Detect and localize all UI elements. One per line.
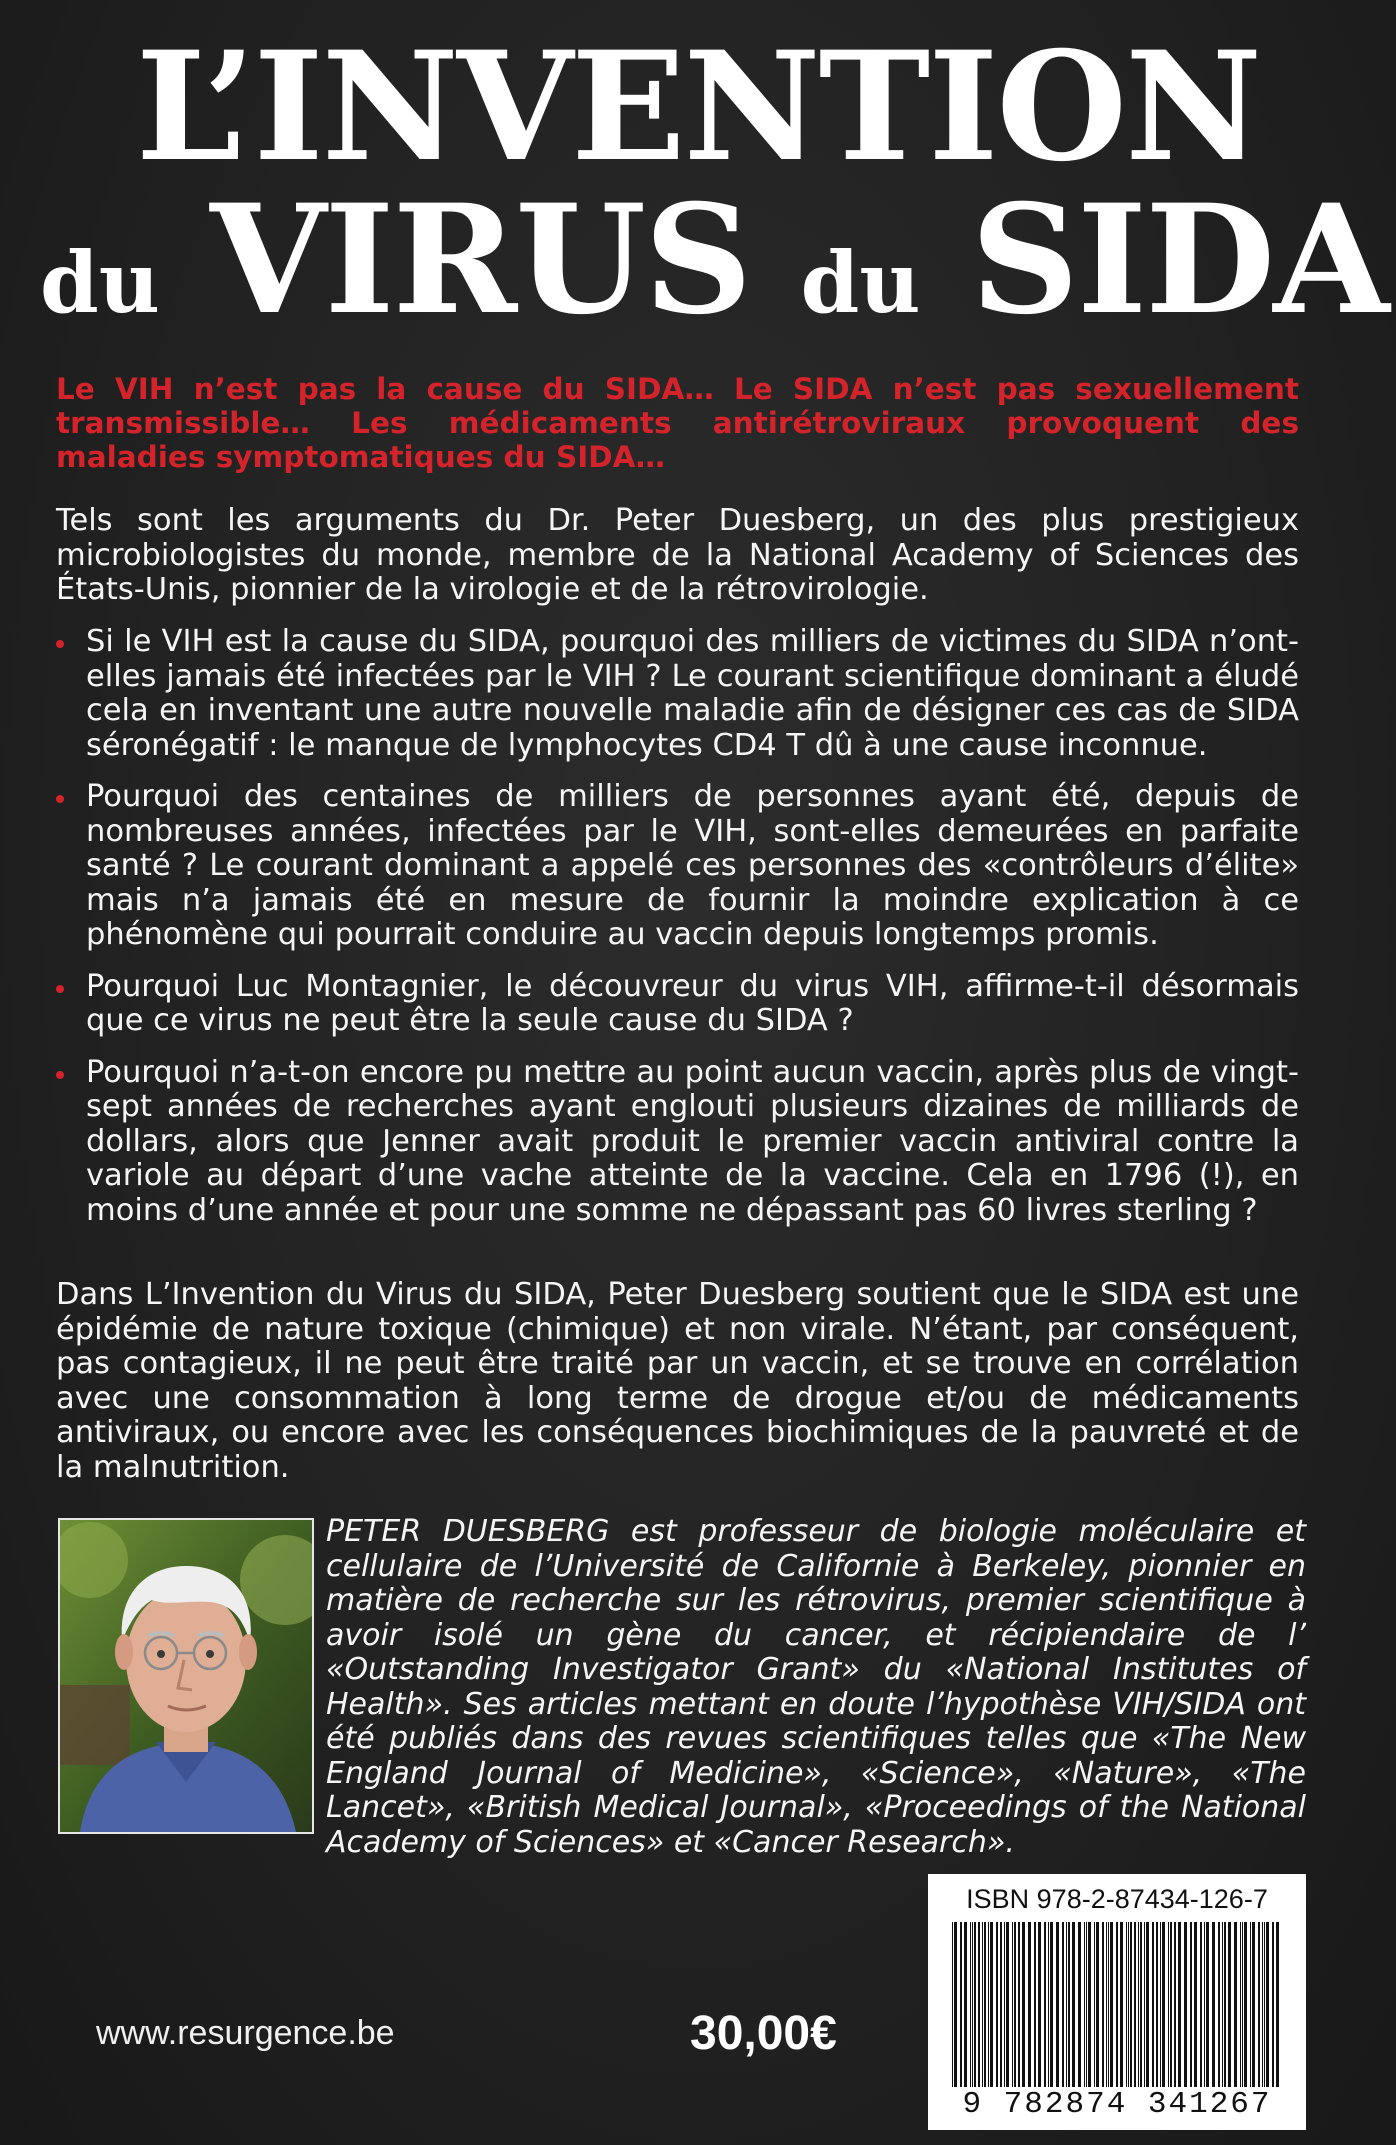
barcode-bar xyxy=(954,1922,957,2087)
barcode-bar xyxy=(1022,1922,1025,2087)
barcode-bar xyxy=(1160,1922,1161,2087)
publisher-website[interactable]: www.resurgence.be xyxy=(96,2014,395,2052)
barcode-bar xyxy=(1094,1922,1095,2087)
barcode-bars xyxy=(948,1922,1288,2087)
barcode-bar xyxy=(1066,1922,1067,2087)
barcode-bar xyxy=(1168,1922,1169,2087)
barcode-bar xyxy=(1174,1922,1176,2087)
barcode-bar xyxy=(978,1922,980,2087)
barcode-bar xyxy=(1276,1922,1279,2087)
barcode-bar xyxy=(988,1922,989,2087)
barcode-bar xyxy=(1194,1922,1197,2087)
barcode-bar xyxy=(1228,1922,1231,2087)
barcode-bar xyxy=(1138,1922,1139,2087)
isbn-label: ISBN 978-2-87434-126-7 xyxy=(966,1884,1268,1914)
barcode-bar xyxy=(1006,1922,1009,2087)
barcode-bar xyxy=(1200,1922,1202,2087)
barcode-bar xyxy=(1084,1922,1085,2087)
barcode-bar xyxy=(1264,1922,1265,2087)
barcode-bar xyxy=(1190,1922,1192,2087)
conclusion-paragraph: Dans L’Invention du Virus du SIDA, Peter Duesberg soutient que le SIDA est une épidémie de nature toxique (chimique) et non virale. N’étant, par conséquent, pas contagieux, il ne peut être traité par un vaccin, et se trouve en corrélation avec une consommation à long terme de drogue et/ou de médicaments antiviraux, ou encore avec les conséquences biochimiques de la pauvreté et de la malnutrition. xyxy=(56,1277,1299,1485)
barcode-bar xyxy=(984,1922,986,2087)
barcode-bar xyxy=(1004,1922,1005,2087)
barcode-bar xyxy=(1110,1922,1113,2087)
barcode-bar xyxy=(1162,1922,1165,2087)
price: 30,00€ xyxy=(690,2007,837,2060)
barcode-bar xyxy=(1252,1922,1255,2087)
barcode-bar xyxy=(1102,1922,1104,2087)
barcode-bar xyxy=(1000,1922,1002,2087)
barcode-bar xyxy=(1106,1922,1107,2087)
barcode-bar xyxy=(1204,1922,1205,2087)
title-du-2: du xyxy=(800,233,921,332)
title-du-1: du xyxy=(40,233,160,332)
barcode-bar xyxy=(1086,1922,1087,2087)
barcode-bar xyxy=(1048,1922,1049,2087)
barcode-bar xyxy=(1156,1922,1158,2087)
red-dot-icon xyxy=(56,795,64,803)
barcode-bar xyxy=(1096,1922,1099,2087)
barcode-bar xyxy=(1014,1922,1016,2087)
barcode-bar xyxy=(1072,1922,1075,2087)
isbn-barcode xyxy=(928,1874,1306,2130)
barcode-bar xyxy=(1134,1922,1136,2087)
list-item-text: Pourquoi des centaines de milliers de personnes ayant été, depuis de nombreuses années, infectées par le VIH, sont-elles demeurées en parfaite santé ? Le courant dominant a appelé ces personnes des «contrôleurs d’élite» mais n’a jamais été en mesure de fournir la moindre explication à ce phénomène qui pourrait conduire au vaccin depuis longtemps promis. xyxy=(86,779,1299,952)
barcode-bar xyxy=(1068,1922,1070,2087)
barcode-bar xyxy=(1062,1922,1064,2087)
barcode-bar xyxy=(1056,1922,1059,2087)
red-dot-icon xyxy=(56,985,64,993)
barcode-bar xyxy=(1088,1922,1091,2087)
title-sida: SIDA xyxy=(970,172,1388,348)
barcode-bar xyxy=(1178,1922,1181,2087)
author-portrait xyxy=(58,1518,314,1834)
title-line-1: L’INVENTION xyxy=(135,19,1261,195)
intro-paragraph: Tels sont les arguments du Dr. Peter Duesberg, un des plus prestigieux microbiologistes du monde, membre de la National Academy of Sciences des États-Unis, pionnier de la virologie et de la rétrovirologie. xyxy=(56,503,1299,607)
barcode-bar xyxy=(1244,1922,1247,2087)
barcode-bar xyxy=(1050,1922,1053,2087)
barcode-bar xyxy=(1250,1922,1251,2087)
barcode-bar xyxy=(1128,1922,1129,2087)
barcode-bar xyxy=(1184,1922,1187,2087)
barcode-bar xyxy=(1272,1922,1274,2087)
title-line-2 xyxy=(40,172,1388,363)
red-dot-icon xyxy=(56,1071,64,1079)
barcode-bar xyxy=(972,1922,973,2087)
barcode-bar xyxy=(1218,1922,1220,2087)
title-virus: VIRUS xyxy=(210,172,751,348)
barcode-bar xyxy=(1140,1922,1142,2087)
lead-statement: Le VIH n’est pas la cause du SIDA… Le SIDA n’est pas sexuellement transmissible… Les médicaments antirétroviraux provoquent des maladies symptomatiques du SIDA… xyxy=(56,372,1299,474)
list-item-text: Si le VIH est la cause du SIDA, pourquoi des milliers de victimes du SIDA n’ont-elles jamais été infectées par le VIH ? Le courant scientifique dominant a éludé cela en inventant une autre nouvelle maladie afin de désigner ces cas de SIDA séronégatif : le manque de lymphocytes CD4 T dû à une cause inconnue. xyxy=(86,624,1299,763)
barcode-digits: 9 782874 341267 xyxy=(934,2087,1300,2122)
barcode-bar xyxy=(990,1922,993,2087)
barcode-bar xyxy=(1018,1922,1020,2087)
barcode-bar xyxy=(960,1922,962,2087)
barcode-bar xyxy=(1078,1922,1081,2087)
author-bio: PETER DUESBERG est professeur de biologie moléculaire et cellulaire de l’Université de Californie à Berkeley, pionnier en matière de recherche sur les rétrovirus, premier scientifique à avoir isolé un gène du cancer, et récipiendaire de l’ «Outstanding Investigator Grant» du «National Institutes of Health». Ses articles mettant en doute l’hypothèse VIH/SIDA ont été publiés dans des revues scientifiques telles que «The New England Journal of Medicine», «Science», «Nature», «The Lancet», «British Medical Journal», «Proceedings of the National Academy of Sciences» et «Cancer Research». xyxy=(326,1514,1306,1860)
barcode-bar xyxy=(1242,1922,1243,2087)
barcode-bar xyxy=(1152,1922,1154,2087)
barcode-bar xyxy=(1224,1922,1226,2087)
barcode-bar xyxy=(1126,1922,1127,2087)
barcode-bar xyxy=(964,1922,967,2087)
barcode-bar xyxy=(1206,1922,1209,2087)
barcode-bar xyxy=(1212,1922,1215,2087)
barcode-bar xyxy=(1130,1922,1132,2087)
barcode-bar xyxy=(982,1922,983,2087)
barcode-bar xyxy=(1120,1922,1123,2087)
list-item xyxy=(56,970,1299,1039)
barcode-bar xyxy=(1240,1922,1241,2087)
barcode-bar xyxy=(1012,1922,1013,2087)
question-list xyxy=(56,625,1299,1245)
list-item xyxy=(56,780,1299,953)
barcode-bar xyxy=(970,1922,971,2087)
portrait-illustration xyxy=(60,1520,312,1832)
red-dot-icon xyxy=(56,640,64,648)
list-item xyxy=(56,1056,1299,1229)
barcode-bar xyxy=(952,1922,953,2087)
barcode-bar xyxy=(1146,1922,1149,2087)
barcode-bar xyxy=(1028,1922,1031,2087)
barcode-bar xyxy=(1266,1922,1269,2087)
list-item-text: Pourquoi n’a-t-on encore pu mettre au point aucun vaccin, après plus de vingt-sept années de recherches ayant englouti plusieurs dizaines de milliards de dollars, alors que Jenner avait produit le premier vaccin antiviral contre la variole au départ d’une vache atteinte de la vaccine. Cela en 1796 (!), en moins d’une année et pour une somme ne dépassant pas 60 livres sterling ? xyxy=(86,1054,1299,1228)
barcode-bar xyxy=(1116,1922,1118,2087)
barcode-bar xyxy=(1262,1922,1263,2087)
barcode-bar xyxy=(1170,1922,1172,2087)
barcode-bar xyxy=(974,1922,976,2087)
barcode-bar xyxy=(996,1922,998,2087)
barcode-bar xyxy=(1234,1922,1237,2087)
barcode-bar xyxy=(1044,1922,1046,2087)
barcode-bar xyxy=(1038,1922,1041,2087)
barcode-bar xyxy=(1108,1922,1109,2087)
barcode-bar xyxy=(1258,1922,1260,2087)
barcode-bar xyxy=(1034,1922,1036,2087)
barcode-bar xyxy=(1144,1922,1145,2087)
list-item xyxy=(56,625,1299,763)
barcode-bar xyxy=(1222,1922,1223,2087)
list-item-text: Pourquoi Luc Montagnier, le découvreur du virus VIH, affirme-t-il désormais que ce virus ne peut être la seule cause du SIDA ? xyxy=(86,968,1299,1038)
